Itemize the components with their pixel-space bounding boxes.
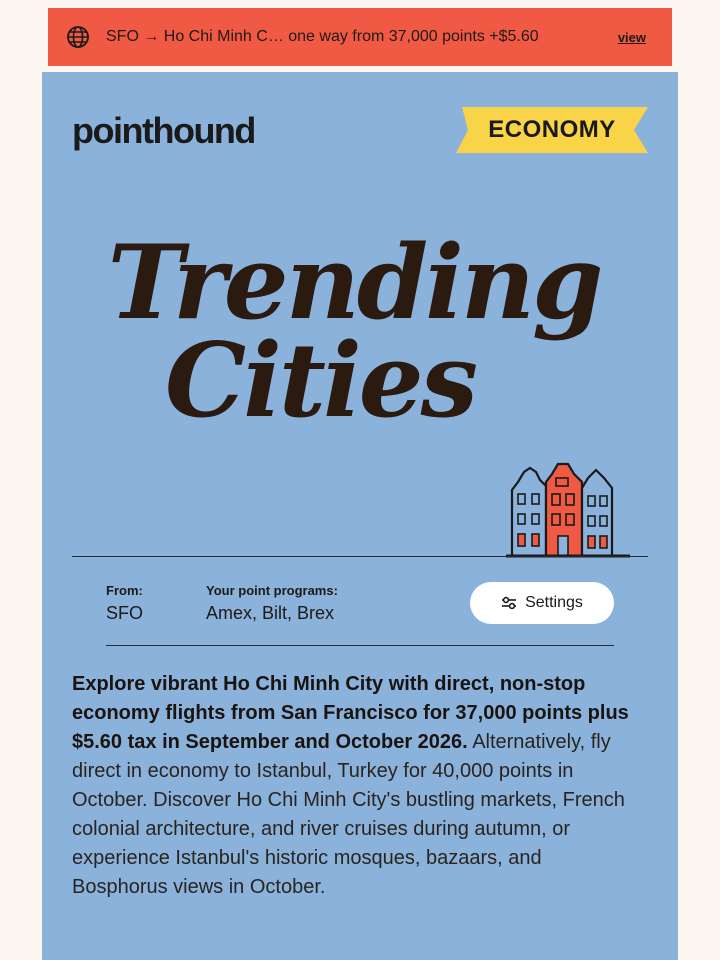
email-card xyxy=(42,72,678,960)
globe-icon xyxy=(66,25,90,49)
banner-view-link[interactable]: view xyxy=(617,29,646,45)
programs-value: Amex, Bilt, Brex xyxy=(206,603,335,623)
divider-top xyxy=(72,556,648,557)
badge-label: ECONOMY xyxy=(488,116,616,143)
settings-button[interactable] xyxy=(470,582,614,624)
hero-line-1: Trending xyxy=(107,223,601,343)
from-label: From: xyxy=(106,583,143,598)
pointhound-logo: pointhound xyxy=(72,110,255,151)
houses-illustration xyxy=(506,460,630,558)
hero-line-2: Cities xyxy=(164,321,476,441)
economy-badge xyxy=(456,107,648,153)
programs-label: Your point programs: xyxy=(206,583,338,598)
sliders-icon xyxy=(501,596,517,610)
top-banner[interactable] xyxy=(48,8,672,66)
divider-bottom xyxy=(106,645,614,646)
from-value: SFO xyxy=(106,603,144,623)
description-rest: Alternatively, fly direct in economy to Istanbul, Turkey for 40,000 points in October. Discover Ho Chi Minh City's bustling markets, French colonial architecture, and river cruises during autumn, or experience Istanbul's historic mosques, bazaars, and Bosphorus views in October. xyxy=(72,731,625,898)
hero-title xyxy=(42,223,678,441)
description xyxy=(72,670,642,902)
description-bold: Explore vibrant Ho Chi Minh City with direct, non-stop economy flights from San Francisco for 37,000 points plus $5.60 tax in September and October 2026. xyxy=(72,673,629,753)
banner-text: SFO → Ho Chi Minh C… one way from 37,000 points +$5.60 xyxy=(106,28,539,45)
settings-label: Settings xyxy=(525,594,583,611)
